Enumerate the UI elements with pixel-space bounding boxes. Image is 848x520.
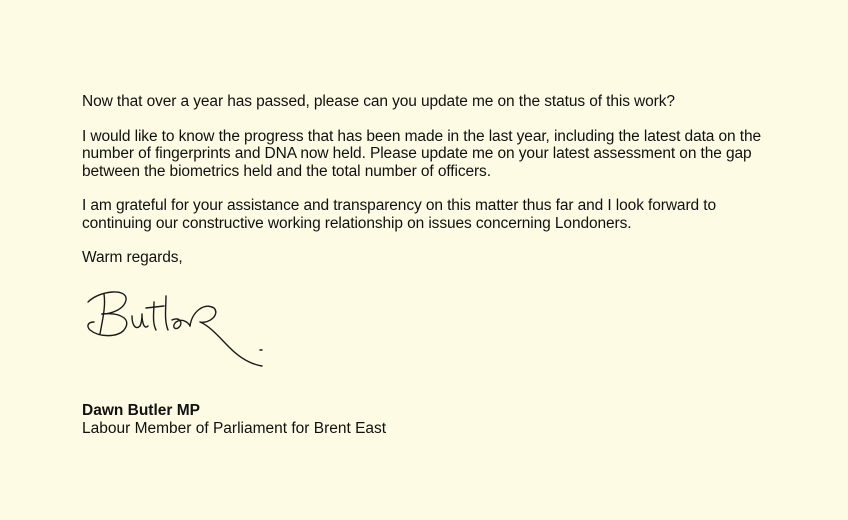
letter-paragraph-3: I am grateful for your assistance and transparency on this matter thus far and I look forward to continuing our constructive working relationship on issues concerning Londoners. xyxy=(82,197,716,232)
letter-body xyxy=(82,93,782,267)
sender-title: Labour Member of Parliament for Brent East xyxy=(82,420,387,437)
letter-paragraph-1: Now that over a year has passed, please can you update me on the status of this work? xyxy=(82,93,675,110)
sender-block xyxy=(82,402,386,438)
letter-paragraph-2: I would like to know the progress that has been made in the last year, including the latest data on the number of fingerprints and DNA now held. Please update me on your latest assessment on the gap between the biometrics held and the total number of officers. xyxy=(82,127,762,180)
sender-name: Dawn Butler MP xyxy=(82,402,200,419)
letter-closing: Warm regards, xyxy=(82,249,183,266)
handwritten-signature xyxy=(80,282,280,372)
